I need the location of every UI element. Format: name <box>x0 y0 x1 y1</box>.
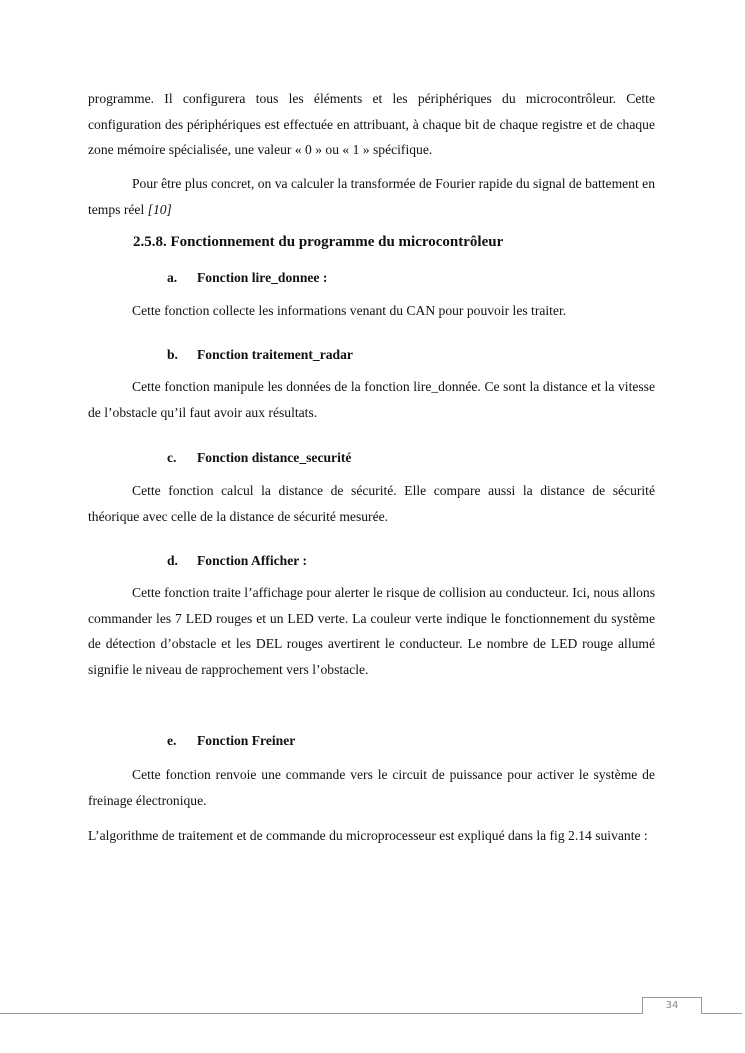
function-e-letter: e. <box>167 733 177 748</box>
function-c-heading <box>167 448 351 468</box>
function-b-paragraph: Cette fonction manipule les données de la fonction lire_donnée. Ce sont la distance et la vitesse de l’obstacle qu’il faut avoir aux résultats. <box>88 379 655 420</box>
function-c-letter: c. <box>167 450 177 465</box>
page-number: 34 <box>665 1000 679 1011</box>
function-b-letter: b. <box>167 347 178 362</box>
function-e-paragraph: Cette fonction renvoie une commande vers le circuit de puissance pour activer le système de freinage électronique. <box>88 767 655 808</box>
function-e-heading <box>167 731 295 751</box>
closing-paragraph: L’algorithme de traitement et de commande du microprocesseur est expliqué dans la fig 2.14 suivante : <box>88 828 648 843</box>
function-a-title: Fonction lire_donnee : <box>197 270 328 285</box>
function-b-title: Fonction traitement_radar <box>197 347 353 362</box>
concret-reference: [10] <box>147 201 172 217</box>
function-e-title: Fonction Freiner <box>197 733 296 748</box>
function-c-title: Fonction distance_securité <box>197 450 352 465</box>
function-c-paragraph: Cette fonction calcul la distance de sécurité. Elle compare aussi la distance de sécurité théorique avec celle de la distance de sécurité mesurée. <box>88 483 655 524</box>
section-heading: 2.5.8. Fonctionnement du programme du microcontrôleur <box>133 234 504 250</box>
function-d-title: Fonction Afficher : <box>197 553 307 568</box>
function-a-letter: a. <box>167 270 178 285</box>
function-a-paragraph: Cette fonction collecte les informations venant du CAN pour pouvoir les traiter. <box>132 303 567 318</box>
intro-paragraph: programme. Il configurera tous les éléments et les périphériques du microcontrôleur. Cette configuration des périphériques est effectuée en attribuant, à chaque bit de chaque registre et de chaque zone mémoire spécialisée, une valeur « 0 » ou « 1 » spécifique. <box>88 91 655 157</box>
function-d-paragraph: Cette fonction traite l’affichage pour alerter le risque de collision au conducteur. Ici, nous allons commander les 7 LED rouges et un LED verte. La couleur verte indique le fonctionnement du système de détection d’obstacle et les DEL rouges avertirent le conducteur. Le nombre de LED rouge allumé signifie le niveau de rapprochement vers l’obstacle. <box>88 585 655 677</box>
function-d-letter: d. <box>167 553 178 568</box>
function-b-heading <box>167 345 353 365</box>
function-d-heading <box>167 551 307 571</box>
function-a-heading <box>167 268 327 288</box>
footer-rule <box>0 1013 742 1014</box>
concret-paragraph <box>88 171 655 222</box>
concret-text: Pour être plus concret, on va calculer la transformée de Fourier rapide du signal de battement en temps réel <box>88 176 655 217</box>
